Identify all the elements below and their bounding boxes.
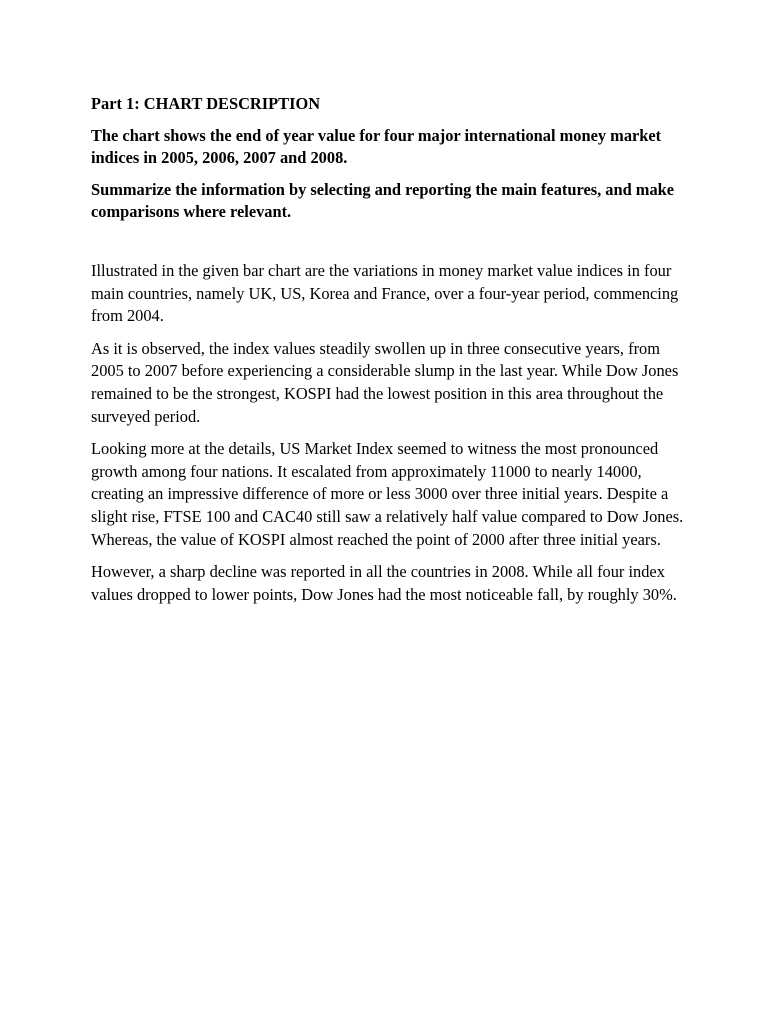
essay-paragraph-3: Looking more at the details, US Market Index seemed to witness the most pronounced growth among four nations. It escalated from approximately 11000 to nearly 14000, creating an impressive difference of more or less 3000 over three initial years. Despite a slight rise, FTSE 100 and CAC40 still saw a relatively half value compared to Dow Jones. Whereas, the value of KOSPI almost reached the point of 2000 after three initial years. — [91, 439, 684, 549]
section-spacer — [91, 223, 691, 260]
document-page — [91, 93, 691, 616]
essay-paragraph-4: However, a sharp decline was reported in all the countries in 2008. While all four index values dropped to lower points, Dow Jones had the most noticeable fall, by roughly 30%. — [91, 562, 677, 604]
document-heading: Part 1: CHART DESCRIPTION — [91, 94, 321, 113]
essay-paragraph-2: As it is observed, the index values steadily swollen up in three consecutive years, from 2005 to 2007 before experiencing a considerable slump in the last year. While Dow Jones remained to be the strongest, KOSPI had the lowest position in this area throughout the surveyed period. — [91, 338, 679, 426]
task-prompt-1: The chart shows the end of year value for four major international money market indices in 2005, 2006, 2007 and 2008. — [91, 126, 662, 167]
task-prompt-2: Summarize the information by selecting and reporting the main features, and make comparisons where relevant. — [91, 180, 675, 221]
essay-paragraph-1: Illustrated in the given bar chart are the variations in money market value indices in four main countries, namely UK, US, Korea and France, over a four-year period, commencing from 2004. — [91, 261, 679, 326]
